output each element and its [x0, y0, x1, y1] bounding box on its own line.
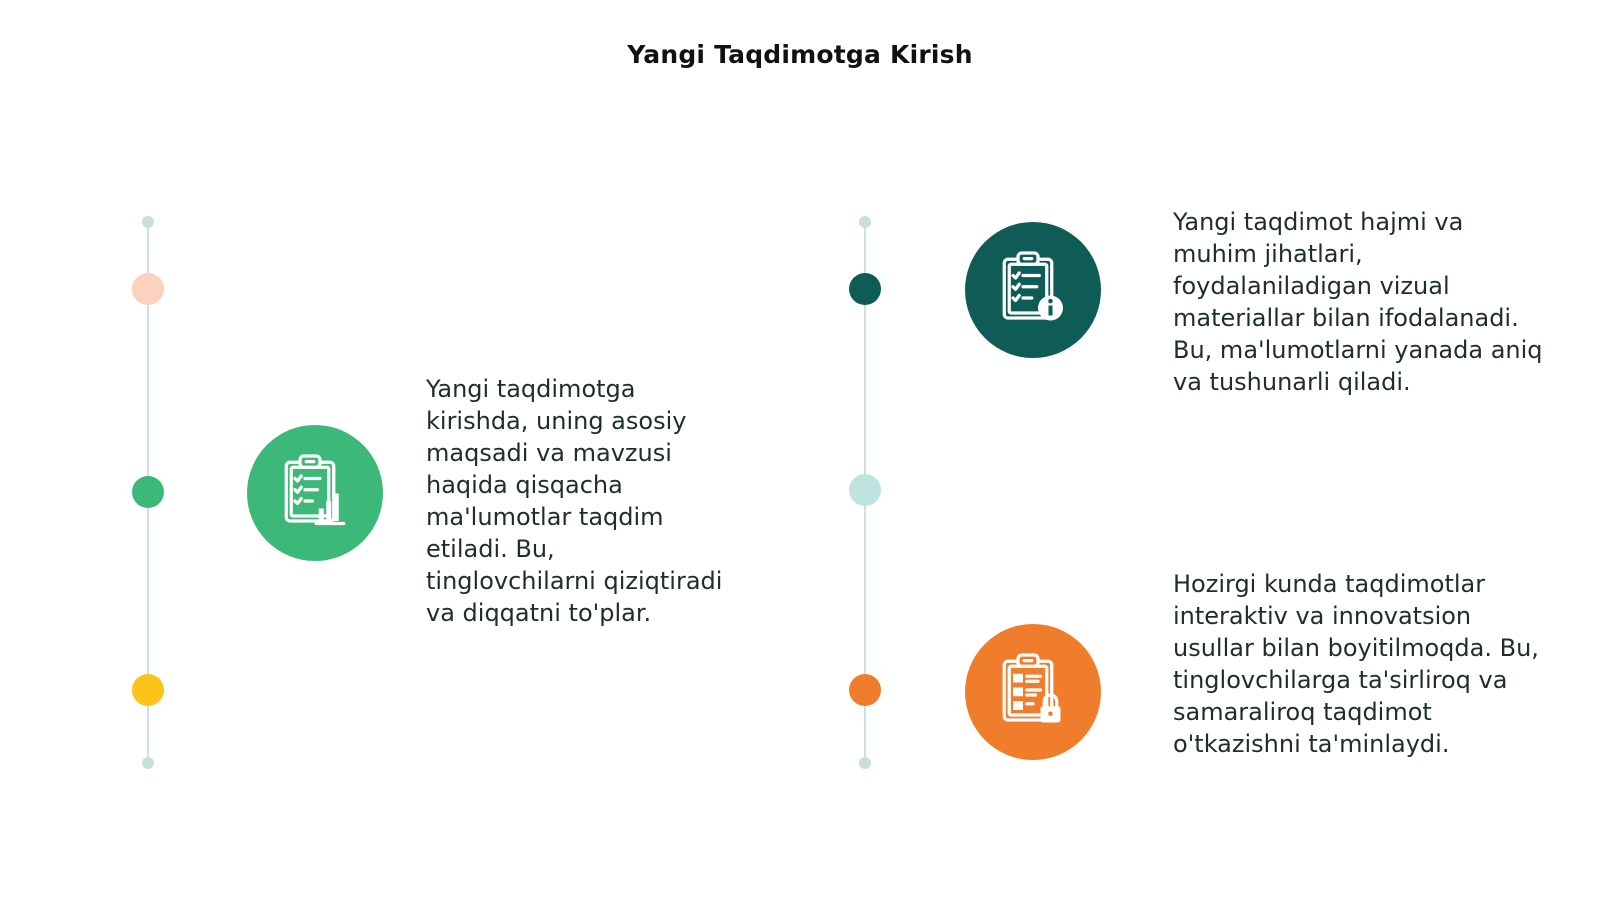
clipboard-info-icon: [993, 248, 1073, 332]
left-timeline-top-cap: [142, 216, 154, 228]
right-timeline-top-cap: [859, 216, 871, 228]
right-timeline-dot-mint: [849, 474, 881, 506]
item-1-text: Yangi taqdimotga kirishda, uning asosiy maqsadi va mavzusi haqida qisqacha ma'lumotlar taqdim etiladi. Bu, tinglovchilarni qiziqtiradi va diqqatni to'plar.: [426, 375, 723, 627]
clipboard-lock-icon: [993, 650, 1073, 734]
left-timeline-dot-peach: [132, 273, 164, 305]
item-3-icon-circle: [965, 624, 1101, 760]
item-3-text: Hozirgi kunda taqdimotlar interaktiv va innovatsion usullar bilan boyitilmoqda. Bu, tinglovchilarga ta'sirliroq va samaraliroq taqdimot o'tkazishni ta'minlaydi.: [1173, 570, 1539, 758]
right-timeline-dot-teal: [849, 273, 881, 305]
left-timeline-bottom-cap: [142, 757, 154, 769]
item-1-icon-circle: [247, 425, 383, 561]
item-2-icon-circle: [965, 222, 1101, 358]
left-timeline-dot-yellow: [132, 674, 164, 706]
right-timeline-bottom-cap: [859, 757, 871, 769]
right-timeline-dot-orange: [849, 674, 881, 706]
page-title: Yangi Taqdimotga Kirish: [627, 40, 973, 69]
item-2-text: Yangi taqdimot hajmi va muhim jihatlari, foydalaniladigan vizual materiallar bilan ifodalanadi. Bu, ma'lumotlarni yanada aniq va tushunarli qiladi.: [1173, 208, 1543, 396]
left-timeline-dot-green: [132, 476, 164, 508]
clipboard-chart-icon: [275, 451, 355, 535]
